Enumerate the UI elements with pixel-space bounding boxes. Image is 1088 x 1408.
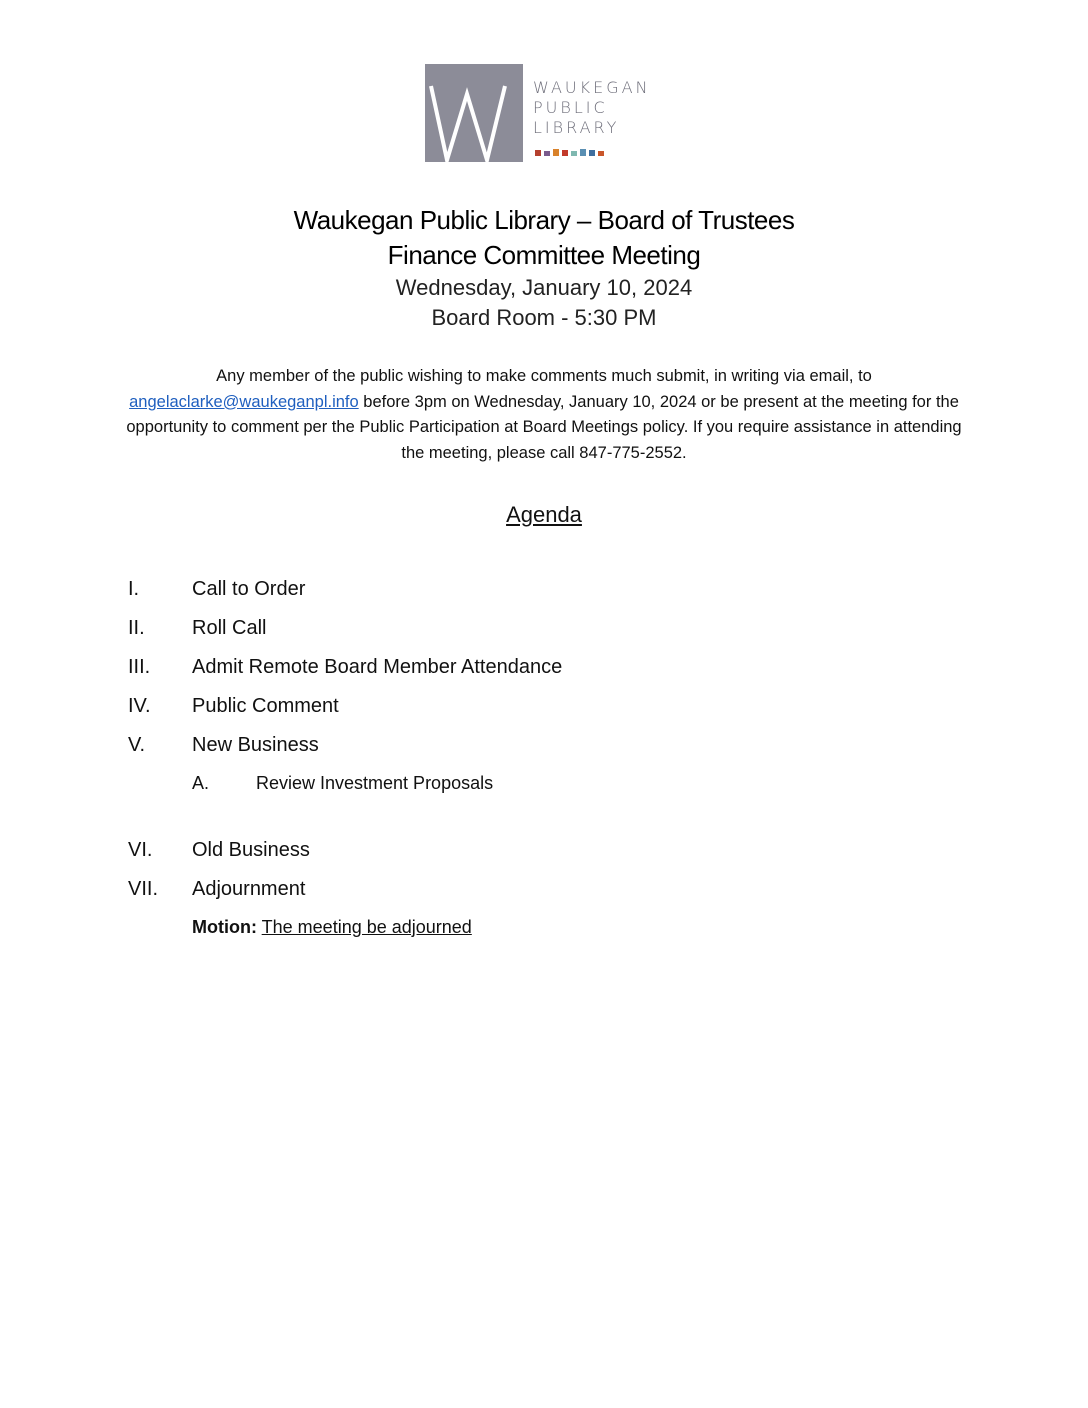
- agenda-subitem-text: Review Investment Proposals: [256, 773, 494, 793]
- logo-line-2: PUBLIC: [533, 98, 608, 117]
- agenda-item-number: VI.: [128, 839, 153, 861]
- meeting-heading: [0, 203, 1088, 333]
- meeting-location: Board Room - 5:30 PM: [431, 305, 657, 330]
- library-logo: [425, 64, 675, 164]
- agenda-heading: Agenda: [506, 502, 582, 527]
- meeting-name: Finance Committee Meeting: [387, 240, 701, 270]
- logo-square: [580, 149, 586, 156]
- agenda-item-text: Admit Remote Board Member Attendance: [192, 656, 563, 678]
- email-link[interactable]: angelaclarke@waukeganpl.info: [129, 392, 359, 411]
- agenda-item-text: Call to Order: [192, 578, 306, 600]
- agenda-item-number: II.: [128, 617, 145, 639]
- logo-square: [544, 151, 550, 156]
- logo-square: [535, 150, 541, 156]
- logo-square: [553, 149, 559, 156]
- agenda-item-text: Old Business: [192, 839, 310, 861]
- logo-color-squares: [535, 146, 604, 156]
- notice-text-2: before 3pm on Wednesday, January 10, 2024 or be present at the meeting for the opportunity to comment per the Public Participation at Board Meetings policy. If you require assistance in attending the meeting, please call 847-775-2552.: [126, 392, 962, 462]
- agenda-item-text: Adjournment: [192, 878, 306, 900]
- motion-text: The meeting be adjourned: [261, 917, 472, 937]
- logo-line-3: LIBRARY: [533, 118, 620, 137]
- w-letter-logo-icon: [425, 64, 523, 162]
- agenda-item-text: Roll Call: [192, 617, 267, 639]
- agenda-item-number: III.: [128, 656, 151, 678]
- agenda-item-number: VII.: [128, 878, 159, 900]
- logo-square: [598, 151, 604, 156]
- motion-label: Motion:: [192, 917, 257, 937]
- agenda-item-text: Public Comment: [192, 695, 339, 717]
- agenda-item-number: IV.: [128, 695, 151, 717]
- notice-text-1: Any member of the public wishing to make comments much submit, in writing via email, to: [216, 367, 872, 385]
- logo-square: [589, 150, 595, 156]
- meeting-date: Wednesday, January 10, 2024: [395, 275, 693, 300]
- agenda-item-text: New Business: [192, 734, 319, 756]
- logo-line-1: WAUKEGAN: [533, 78, 651, 97]
- public-comment-notice: [120, 364, 968, 466]
- agenda-item-number: I.: [128, 578, 140, 600]
- logo-square: [562, 150, 568, 156]
- agenda-subitem-number: A.: [192, 773, 210, 793]
- page-title: Waukegan Public Library – Board of Trustees: [293, 205, 795, 235]
- logo-square: [571, 151, 577, 156]
- logo-wordmark: [533, 78, 651, 138]
- agenda-item-number: V.: [128, 734, 146, 756]
- adjournment-motion: [192, 915, 472, 939]
